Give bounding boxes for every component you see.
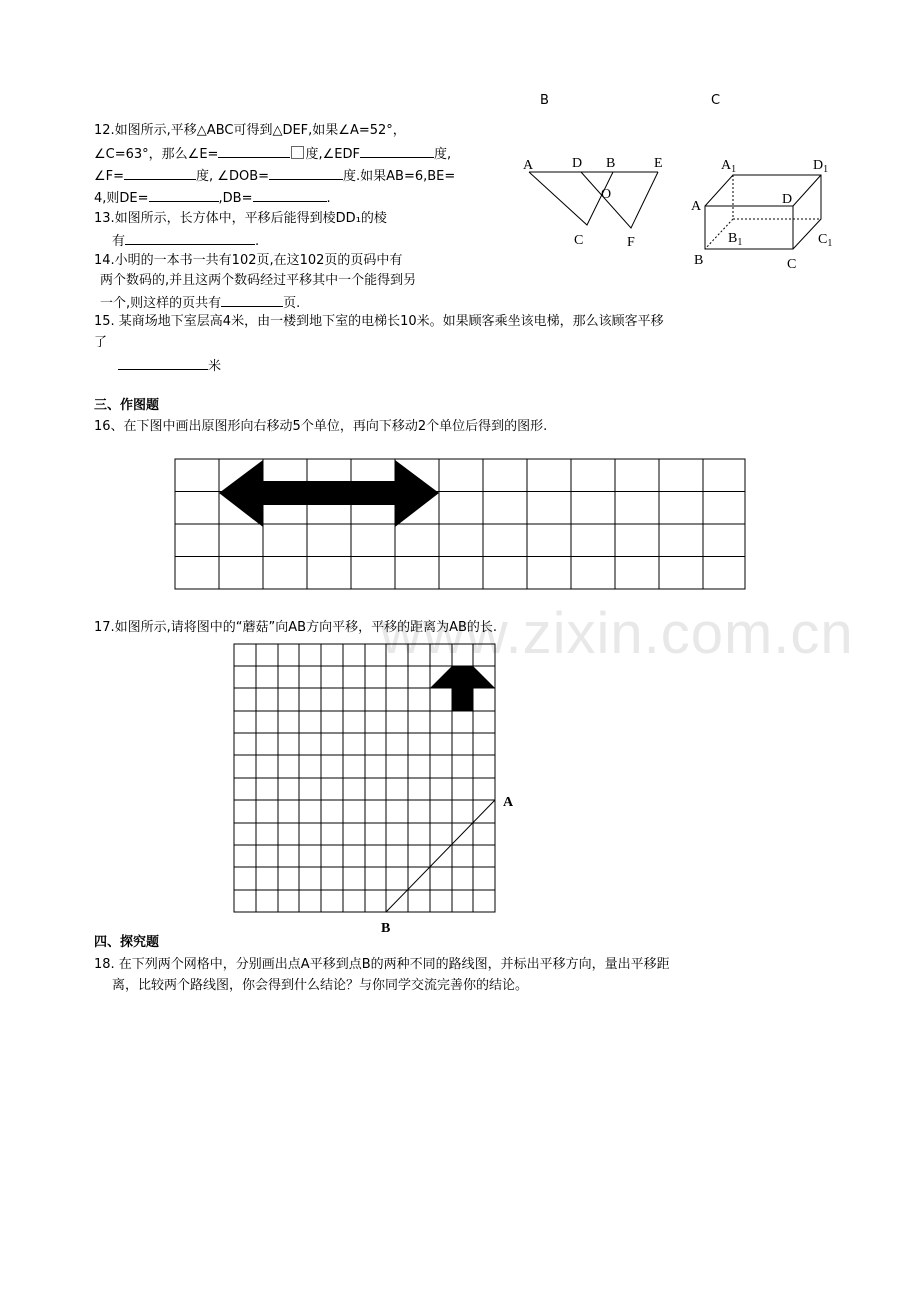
answer-blank-f[interactable]: [124, 165, 196, 180]
tri-label-d: D: [572, 156, 583, 171]
box-icon: [291, 146, 304, 159]
cuboid-figure: [688, 150, 838, 275]
q12-l4c: .: [326, 191, 331, 206]
watermark: www.zixin.com.cn: [380, 601, 854, 666]
tri-label-o: O: [601, 187, 612, 202]
q12-l4a: 4,则DE=: [94, 191, 149, 206]
q16-text: 16、在下图中画出原图形向右移动5个单位，再向下移动2个单位后得到的图形.: [94, 419, 548, 434]
q12-l3c: 度.如果AB=6,BE=: [343, 169, 456, 184]
q13-line1: 13.如图所示，长方体中，平移后能得到棱DD₁的棱: [94, 211, 387, 226]
box-label-b1: $B_1$: [728, 231, 743, 248]
q12-line2: [94, 143, 451, 165]
q13-l2: 有: [112, 234, 126, 249]
q14-line3: [100, 292, 300, 314]
header-label-b: B: [540, 93, 549, 108]
q14-line2: 两个数码的,并且这两个数码经过平移其中一个能得到另: [100, 273, 417, 288]
answer-blank-edf[interactable]: [360, 143, 434, 158]
box-label-b: B: [694, 253, 704, 268]
answer-blank-de[interactable]: [149, 187, 219, 202]
box-label-d1: $D_1$: [813, 158, 829, 175]
tri-label-a: A: [523, 158, 534, 173]
tri-label-b: B: [606, 156, 616, 171]
section4-title: 四、探究题: [94, 935, 160, 950]
box-label-a1: $A_1$: [721, 158, 737, 175]
triangle-figure: [515, 150, 675, 255]
answer-blank-db[interactable]: [253, 187, 327, 202]
q12-l2c: 度,: [433, 147, 452, 162]
q14-l3a: 一个,则这样的页共有: [100, 296, 222, 311]
q12-l2b: 度,∠EDF: [305, 147, 360, 162]
tri-label-f: F: [627, 235, 635, 250]
box-label-a: A: [691, 199, 702, 214]
q14-l3b: 页.: [283, 296, 301, 311]
q14-line1: 14.小明的一本书一共有102页,在这102页的页码中有: [94, 253, 403, 268]
answer-blank-q13[interactable]: [125, 230, 255, 245]
q17-text: 17.如图所示,请将图中的“蘑菇”向AB方向平移，平移的距离为AB的长.: [94, 620, 498, 635]
tri-label-e: E: [654, 156, 663, 171]
double-arrow-shape: [219, 460, 439, 527]
box-label-d: D: [782, 192, 793, 207]
q12-l3a: ∠F=: [94, 169, 125, 184]
q12-line4: [94, 187, 331, 209]
answer-blank-e[interactable]: [218, 143, 290, 158]
q12-l3b: 度, ∠DOB=: [196, 169, 270, 184]
box-label-c1: $C_1$: [818, 232, 833, 249]
q15-line2: 了: [94, 335, 108, 350]
q12-l2a: ∠C=63°，那么∠E=: [94, 147, 219, 162]
section3-title: 三、作图题: [94, 398, 160, 413]
q13-line2: [94, 230, 259, 252]
q18-line2: 离，比较两个路线图，你会得到什么结论？与你同学交流完善你的结论。: [112, 978, 529, 993]
label-point-a: A: [503, 795, 514, 810]
answer-blank-q15[interactable]: [118, 355, 208, 370]
q12-l4b: ,DB=: [218, 191, 253, 206]
segment-ab: [386, 800, 495, 912]
answer-blank-q14[interactable]: [221, 292, 283, 307]
q18-line1: 18. 在下列两个网格中，分别画出点A平移到点B的两种不同的路线图，并标出平移方向，量出平移距: [94, 957, 670, 972]
q12-line1: 12.如图所示,平移△ABC可得到△DEF,如果∠A=52°，: [94, 123, 406, 138]
triangle-def: [581, 172, 658, 228]
answer-blank-dob[interactable]: [269, 165, 343, 180]
label-point-b: B: [381, 921, 391, 935]
q15-line3: [118, 355, 221, 377]
q12-line3: [94, 165, 455, 187]
q15-line1: 15. 某商场地下室层高4米，由一楼到地下室的电梯长10米。如果顾客乘坐该电梯，那么该顾客平移: [94, 314, 664, 329]
header-label-c: C: [711, 93, 721, 108]
q17-grid-figure: [232, 643, 522, 935]
box-label-c: C: [787, 257, 797, 272]
q13-l2end: .: [255, 234, 260, 249]
q16-grid-figure: [174, 458, 748, 592]
q15-l3: 米: [208, 359, 222, 374]
tri-label-c: C: [574, 233, 584, 248]
